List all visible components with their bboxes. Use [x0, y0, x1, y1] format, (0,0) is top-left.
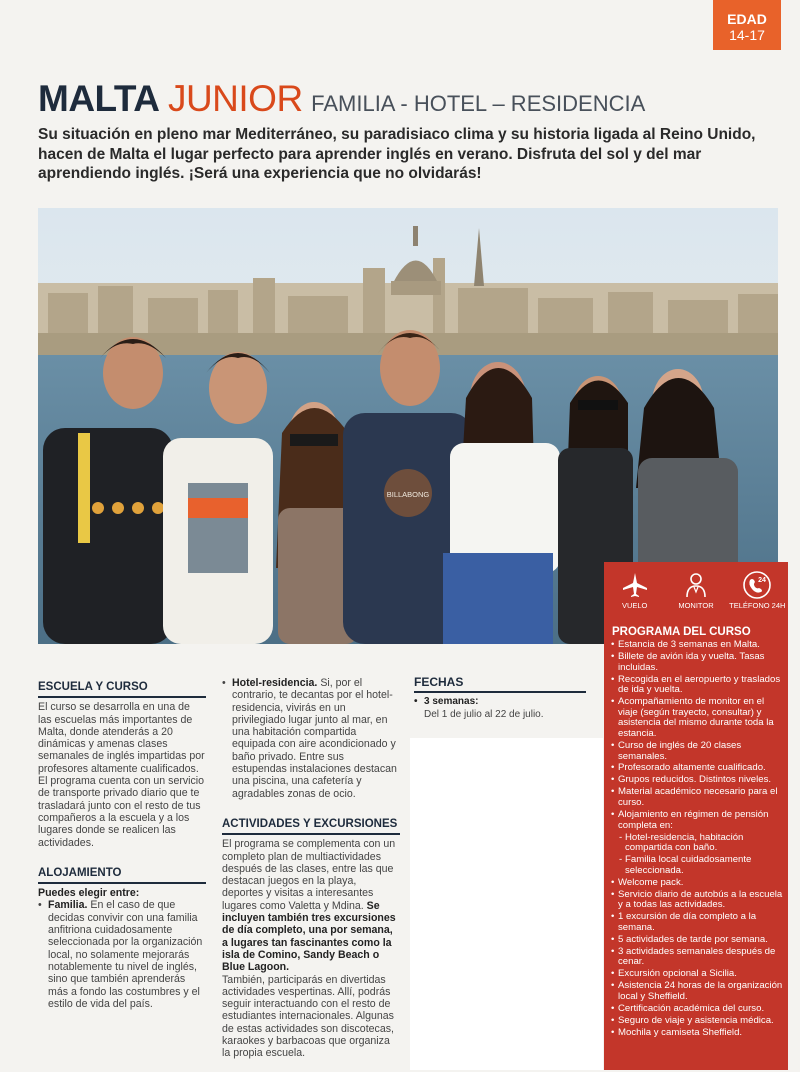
- alojamiento-heading: ALOJAMIENTO: [38, 866, 122, 879]
- program-item: • Asistencia 24 horas de la organización local y Sheffield.: [611, 981, 784, 1002]
- column-fechas: [414, 676, 586, 721]
- column-escuela: [38, 681, 206, 1010]
- age-label: EDAD: [727, 11, 767, 27]
- familia-text: En el caso de que decidas convivir con una familia anfitriona cuidadosamente seleccionada por la organización local, no solamente mejorarás notablemente tu nivel de inglés, sino que también aprenderás más a fondo las costumbres y el estilo de vida del país.: [48, 899, 203, 1010]
- escuela-paragraph-1: El curso se desarrolla en una de las escuelas más importantes de Malta, donde atenderás a 20 dinámicas y amenas clases semanales de inglés impartidas por profesores altamente cualificados.: [38, 701, 205, 775]
- phone-badge: 24: [758, 577, 767, 584]
- program-item: • Welcome pack.: [611, 878, 784, 889]
- age-range: 14-17: [729, 27, 765, 43]
- program-item: • Acompañamiento de monitor en el viaje (según trayecto, consultar) y asistencia del mismo durante toda la estancia.: [611, 697, 784, 739]
- program-item: • Mochila y camiseta Sheffield.: [611, 1028, 784, 1039]
- plane-icon: [620, 570, 650, 600]
- feature-icons: [604, 562, 788, 618]
- title-accent: JUNIOR: [167, 78, 303, 119]
- program-item: • Servicio diario de autobús a la escuela y a todas las actividades.: [611, 890, 784, 911]
- hotel-text: Si, por el contrario, te decantas por el hotel-residencia, vivirás en un privilegiado lugar junto al mar, en una habitación compartida equipada con aire acondicionado y baño privado. Entre sus estupendas instalaciones destacan una piscina, una cafetería y agradables zonas de ocio.: [232, 677, 397, 800]
- program-item: • Estancia de 3 semanas en Malta.: [611, 640, 784, 651]
- alojamiento-choose: Puedes elegir entre:: [38, 887, 140, 900]
- heading-rule: [38, 696, 206, 698]
- program-item: • 3 actividades semanales después de cenar.: [611, 947, 784, 968]
- program-item: • Profesorado altamente cualificado.: [611, 763, 784, 774]
- familia-label: Familia.: [48, 899, 88, 912]
- blank-area: [410, 738, 603, 1070]
- escuela-paragraph-2: El programa cuenta con un servicio de transporte privado diario que te trasladará junto con el resto de tus compañeros a la escuela y a los lugares donde se realicen las actividades.: [38, 775, 205, 849]
- actividades-paragraph-2: También, participarás en divertidas actividades vespertinas. Allí, podrás seguir interactuando con el resto de estudiantes internacionales. Algunas de estas actividades son discotecas, karaokes y barbacoas que organiza la propia escuela.: [222, 973, 394, 1060]
- program-item: • Excursión opcional a Sicilia.: [611, 969, 784, 980]
- hotel-label: Hotel-residencia.: [232, 677, 318, 689]
- program-item: • 1 excursión de día completo a la semana.: [611, 912, 784, 933]
- heading-rule: [222, 833, 400, 835]
- fechas-item-label: • 3 semanas:: [414, 696, 586, 708]
- title-main: MALTA: [38, 78, 160, 119]
- actividades-heading: ACTIVIDADES Y EXCURSIONES: [222, 817, 398, 830]
- escuela-heading: ESCUELA Y CURSO: [38, 681, 148, 693]
- program-item: • Seguro de viaje y asistencia médica.: [611, 1016, 784, 1027]
- monitor-icon: [681, 570, 711, 600]
- actividades-paragraph-1: [222, 838, 400, 973]
- column-middle: [222, 677, 400, 1060]
- program-item: • Billete de avión ida y vuelta. Tasas incluidas.: [611, 652, 784, 673]
- program-item: • Alojamiento en régimen de pensión completa en:: [611, 810, 784, 831]
- program-list: [611, 640, 784, 1039]
- program-title: PROGRAMA DEL CURSO: [612, 626, 751, 638]
- program-box: [604, 562, 788, 1070]
- hotel-option: [222, 677, 400, 800]
- actividades-text-a: El programa se complementa con un completo plan de multiactividades después de las clases, entre las que destacan juegos en la playa, deportes y visitas a interesantes lugares como Valetta y Mdina.: [222, 838, 396, 912]
- program-item: • Curso de inglés de 20 clases semanales.: [611, 741, 784, 762]
- title-subtitle: FAMILIA - HOTEL – RESIDENCIA: [311, 91, 646, 116]
- program-item: • Certificación académica del curso.: [611, 1004, 784, 1015]
- billabong-text: BILLABONG: [386, 490, 430, 499]
- actividades-text-b: Se incluyen también tres excursiones de día completo, una por semana, a lugares tan fascinantes como la isla de Comino, Sandy Beach o Blue Lagoon.: [222, 899, 396, 974]
- heading-rule: [414, 691, 586, 693]
- program-item: • Recogida en el aeropuerto y traslados de ida y vuelta.: [611, 675, 784, 696]
- page-title: [38, 78, 645, 120]
- program-item: • Material académico necesario para el curso.: [611, 787, 784, 808]
- fechas-item-text: Del 1 de julio al 22 de julio.: [424, 708, 544, 720]
- fechas-heading: FECHAS: [414, 675, 464, 689]
- heading-rule: [38, 882, 206, 884]
- icon-label-vuelo: VUELO: [621, 601, 648, 610]
- age-tab: [713, 0, 781, 50]
- program-item: • 5 actividades de tarde por semana.: [611, 935, 784, 946]
- program-subitem: - Hotel-residencia, habitación compartida con baño.: [611, 833, 784, 854]
- familia-option: [38, 899, 206, 1010]
- program-item: • Grupos reducidos. Distintos niveles.: [611, 775, 784, 786]
- feature-vuelo: [606, 570, 664, 618]
- feature-telefono: [728, 570, 786, 618]
- phone-24-icon: [742, 570, 772, 600]
- icon-label-monitor: MONITOR: [678, 601, 714, 610]
- icon-label-telefono: TELÉFONO 24H: [729, 601, 786, 610]
- feature-monitor: [667, 570, 725, 618]
- intro-paragraph: Su situación en pleno mar Mediterráneo, su paradisiaco clima y su historia ligada al Reino Unido, hacen de Malta el lugar perfecto para aprender inglés en verano. Disfruta del sol y del mar aprendiendo inglés. ¡Será una experiencia que no olvidarás!: [38, 126, 756, 182]
- program-subitem: - Familia local cuidadosamente seleccionada.: [611, 855, 784, 876]
